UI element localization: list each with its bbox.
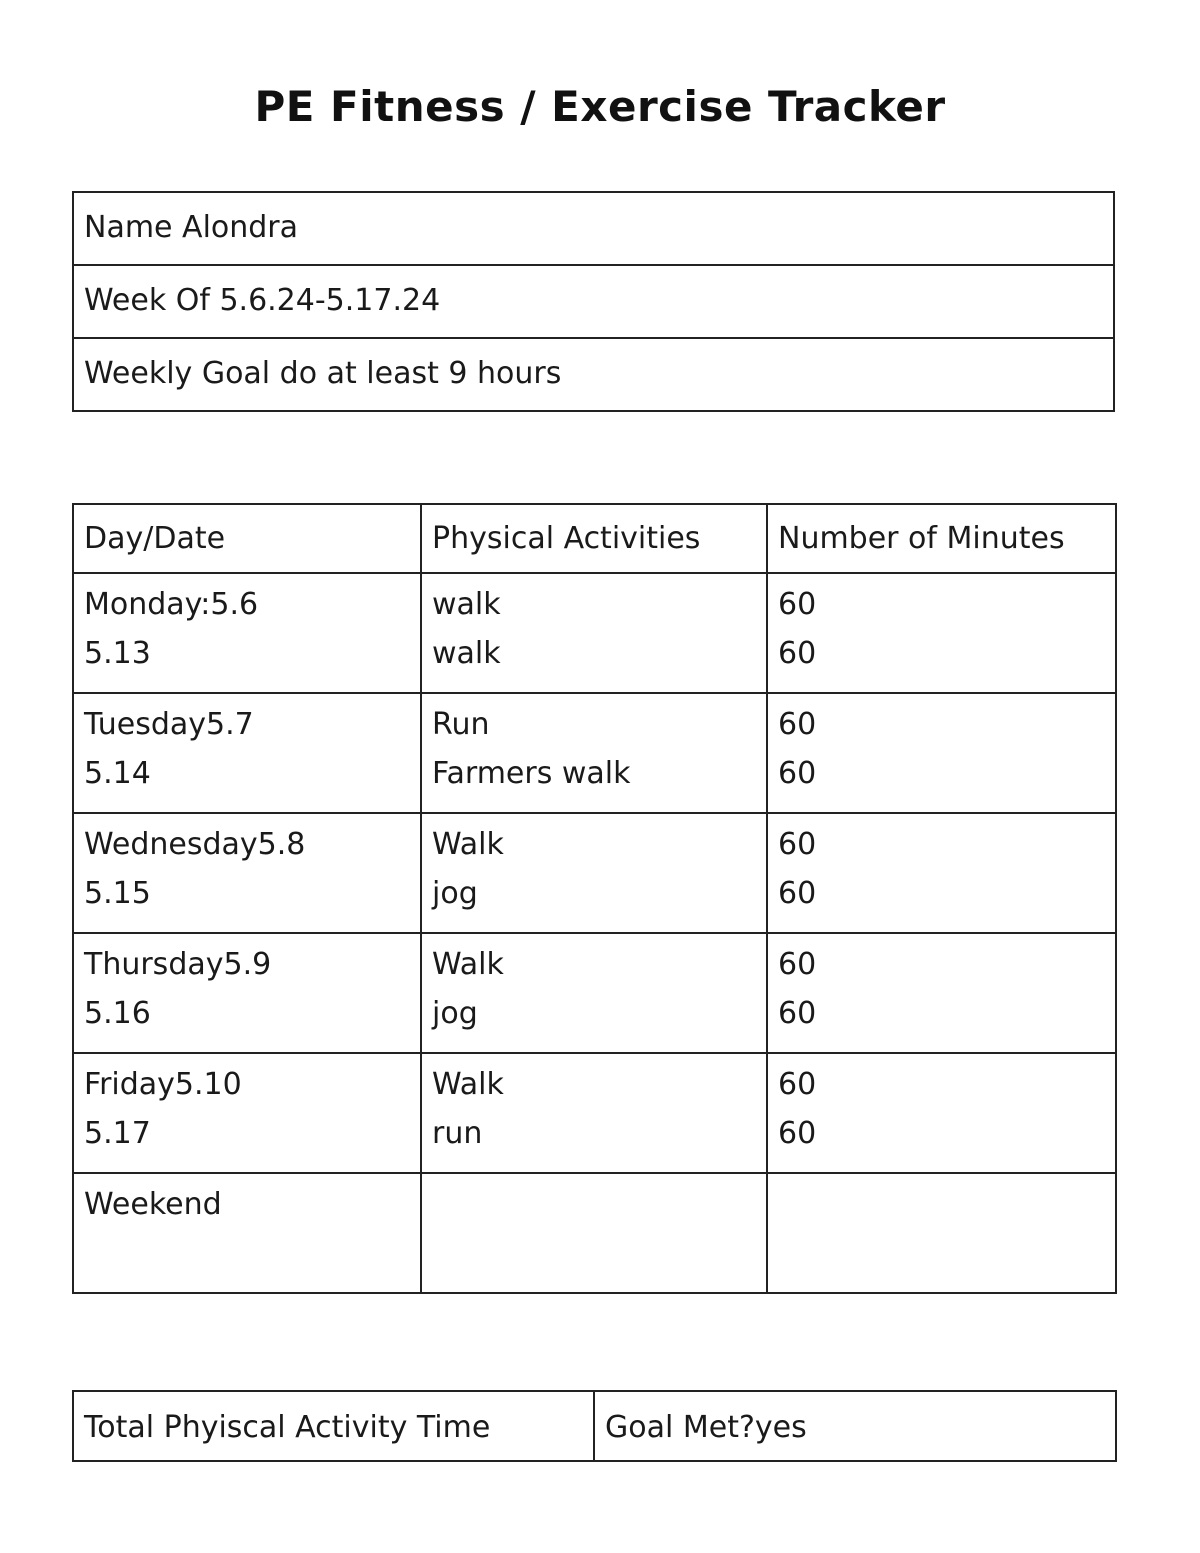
minutes-line: 60	[778, 636, 817, 671]
activity-line: run	[432, 1116, 483, 1151]
day-date-line: Monday:5.6	[84, 587, 259, 622]
minutes-line: 60	[778, 996, 817, 1031]
goal-row	[73, 338, 1114, 411]
activity-line: Run	[432, 707, 490, 742]
activity-log-table	[72, 503, 1117, 1294]
day-date-line: Thursday5.9	[84, 947, 272, 982]
day-date-cell	[73, 813, 421, 933]
table-header-row	[73, 504, 1116, 573]
day-date-cell	[73, 693, 421, 813]
minutes-line: 60	[778, 827, 817, 862]
table-row	[73, 693, 1116, 813]
student-info-table	[72, 191, 1115, 412]
activity-line: Walk	[432, 827, 504, 862]
summary-row	[73, 1391, 1116, 1461]
day-date-cell	[73, 1053, 421, 1173]
name-row	[73, 192, 1114, 265]
minutes-line: 60	[778, 587, 817, 622]
weekly-goal-field: Weekly Goal do at least 9 hours	[73, 338, 1114, 411]
activity-cell	[421, 573, 767, 693]
minutes-cell	[767, 813, 1116, 933]
total-activity-time-cell: Total Phyiscal Activity Time	[73, 1391, 594, 1461]
activity-cell	[421, 1053, 767, 1173]
activity-line: Walk	[432, 947, 504, 982]
column-header-physical-activities: Physical Activities	[421, 504, 767, 573]
day-date-line: 5.13	[84, 636, 151, 671]
table-row	[73, 813, 1116, 933]
day-date-line: 5.16	[84, 996, 151, 1031]
day-date-line: 5.14	[84, 756, 151, 791]
activity-line: jog	[432, 876, 478, 911]
minutes-line: 60	[778, 756, 817, 791]
goal-met-cell: Goal Met?yes	[594, 1391, 1116, 1461]
page-title: PE Fitness / Exercise Tracker	[254, 82, 946, 131]
week-of-field: Week Of 5.6.24-5.17.24	[73, 265, 1114, 338]
minutes-cell	[767, 693, 1116, 813]
activity-cell	[421, 693, 767, 813]
day-date-cell	[73, 933, 421, 1053]
minutes-cell	[767, 1173, 1116, 1293]
day-date-cell	[73, 1173, 421, 1293]
name-field: Name Alondra	[73, 192, 1114, 265]
table-row	[73, 573, 1116, 693]
table-row	[73, 1173, 1116, 1293]
activity-line: Walk	[432, 1067, 504, 1102]
column-header-number-of-minutes: Number of Minutes	[767, 504, 1116, 573]
summary-table	[72, 1390, 1117, 1462]
day-date-line: 5.17	[84, 1116, 151, 1151]
activity-cell	[421, 813, 767, 933]
minutes-cell	[767, 1053, 1116, 1173]
minutes-cell	[767, 573, 1116, 693]
activity-line: walk	[432, 587, 501, 622]
table-row	[73, 1053, 1116, 1173]
table-row	[73, 933, 1116, 1053]
activity-line: Farmers walk	[432, 756, 631, 791]
minutes-line: 60	[778, 1116, 817, 1151]
day-date-line: Wednesday5.8	[84, 827, 306, 862]
minutes-line: 60	[778, 947, 817, 982]
day-date-line: Tuesday5.7	[84, 707, 254, 742]
activity-cell	[421, 933, 767, 1053]
day-date-line: Weekend	[84, 1187, 222, 1222]
day-date-line: Friday5.10	[84, 1067, 242, 1102]
activity-line: jog	[432, 996, 478, 1031]
activity-line: walk	[432, 636, 501, 671]
minutes-line: 60	[778, 876, 817, 911]
column-header-day-date: Day/Date	[73, 504, 421, 573]
minutes-line: 60	[778, 1067, 817, 1102]
day-date-cell	[73, 573, 421, 693]
minutes-cell	[767, 933, 1116, 1053]
day-date-line: 5.15	[84, 876, 151, 911]
week-row	[73, 265, 1114, 338]
minutes-line: 60	[778, 707, 817, 742]
activity-cell	[421, 1173, 767, 1293]
